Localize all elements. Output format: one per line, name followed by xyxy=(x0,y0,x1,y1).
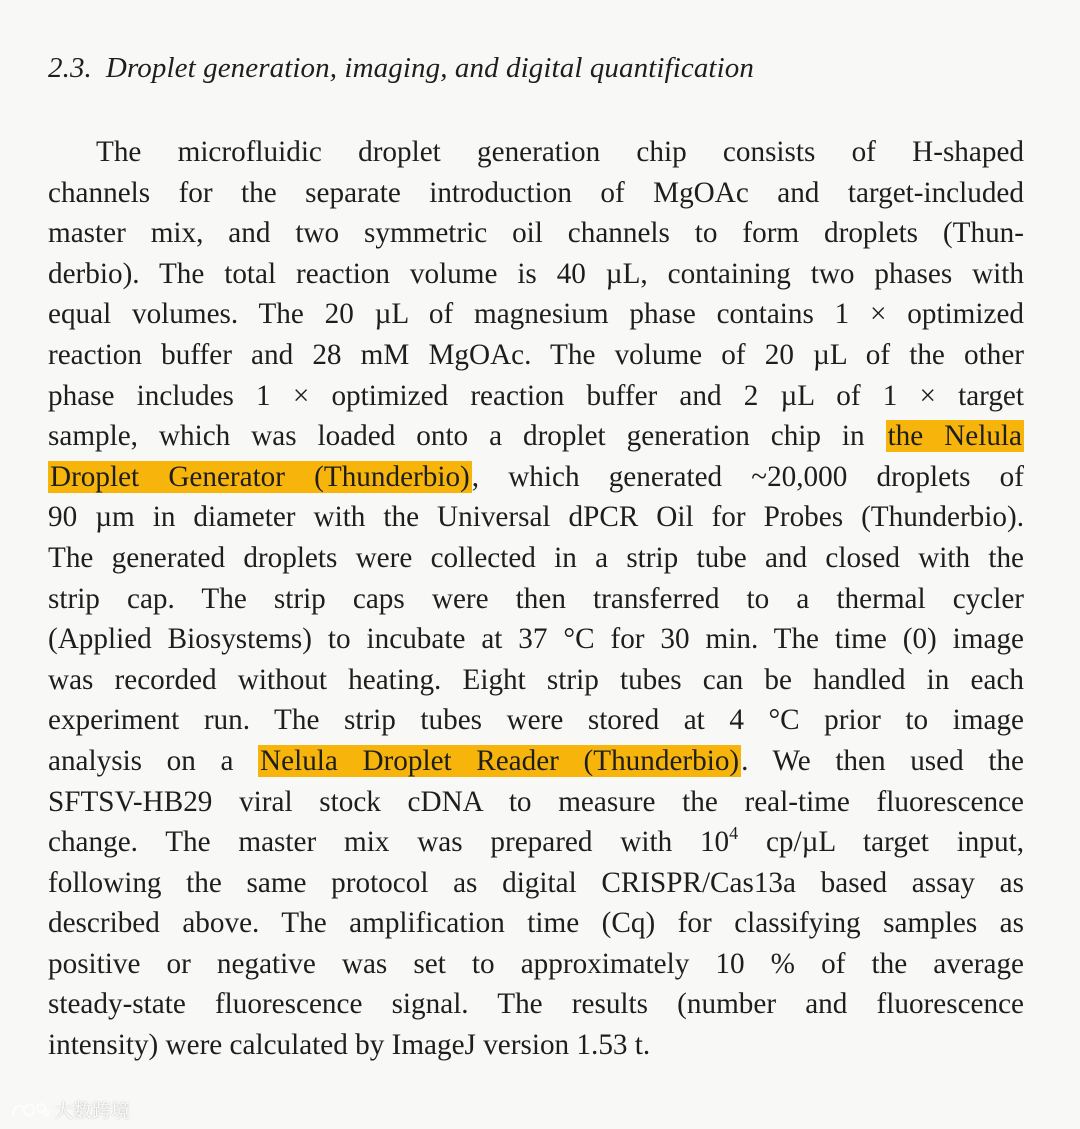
paragraph-line: Droplet Generator (Thunderbio), which generated ~20,000 droplets of xyxy=(50,460,1024,493)
highlight-generator-part2: Droplet Generator (Thunderbio) xyxy=(50,460,470,493)
paragraph-line: change. The master mix was prepared with $10^4$ cp/µL target input, xyxy=(48,823,1024,859)
watermark-text: 大数跨境 xyxy=(54,1100,131,1122)
paragraph-line: was recorded without heating. Eight strip tubes can be handled in each xyxy=(48,663,1024,696)
paragraph-line: (Applied Biosystems) to incubate at 37 °C for 30 min. The time (0) image xyxy=(48,623,1024,656)
watermark xyxy=(10,1096,130,1123)
paragraph-line: strip cap. The strip caps were then transferred to a thermal cycler xyxy=(48,582,1024,615)
paragraph-line: SFTSV-HB29 viral stock cDNA to measure the real-time fluorescence xyxy=(48,785,1024,818)
paragraph-line: The generated droplets were collected in a strip tube and closed with the xyxy=(48,541,1024,574)
paragraph-line: analysis on a Nelula Droplet Reader (Thunderbio). We then used the xyxy=(48,744,1024,777)
paragraph-line: 90 µm in diameter with the Universal dPCR Oil for Probes (Thunderbio). xyxy=(48,501,1024,534)
section-number: 2.3. xyxy=(48,52,92,84)
highlight-reader: Nelula Droplet Reader (Thunderbio) xyxy=(260,744,740,777)
paragraph-line: sample, which was loaded onto a droplet generation chip in the Nelula xyxy=(48,420,1022,453)
paragraph-line: steady-state fluorescence signal. The results (number and fluorescence xyxy=(48,988,1024,1021)
watermark-logo-icon xyxy=(10,1099,50,1121)
paragraph-line: reaction buffer and 28 mM MgOAc. The volume of 20 µL of the other xyxy=(48,338,1024,371)
paragraph-line: derbio). The total reaction volume is 40 µL, containing two phases with xyxy=(48,257,1024,290)
highlight-generator-part1: the Nelula xyxy=(887,420,1022,453)
paragraph-line: following the same protocol as digital CRISPR/Cas13a based assay as xyxy=(48,866,1024,899)
paragraph-line: described above. The amplification time (Cq) for classifying samples as xyxy=(48,907,1024,940)
paragraph-line: intensity) were calculated by ImageJ version 1.53 t. xyxy=(48,1029,651,1062)
paragraph xyxy=(48,132,1024,1066)
paragraph-line: master mix, and two symmetric oil channels to form droplets (Thun- xyxy=(48,217,1024,250)
paragraph-line: phase includes 1 × optimized reaction buffer and 2 µL of 1 × target xyxy=(48,379,1024,412)
section-title: Droplet generation, imaging, and digital quantification xyxy=(105,52,754,84)
paragraph-line: The microfluidic droplet generation chip consists of H-shaped xyxy=(96,136,1024,168)
section-heading xyxy=(48,52,754,85)
paragraph-line: equal volumes. The 20 µL of magnesium phase contains 1 × optimized xyxy=(48,298,1024,331)
paragraph-line: experiment run. The strip tubes were stored at 4 °C prior to image xyxy=(48,704,1024,737)
superscript-exponent: 4 xyxy=(729,823,739,844)
paragraph-line: channels for the separate introduction of MgOAc and target-included xyxy=(48,176,1024,209)
paragraph-line: positive or negative was set to approximately 10 % of the average xyxy=(48,947,1024,980)
